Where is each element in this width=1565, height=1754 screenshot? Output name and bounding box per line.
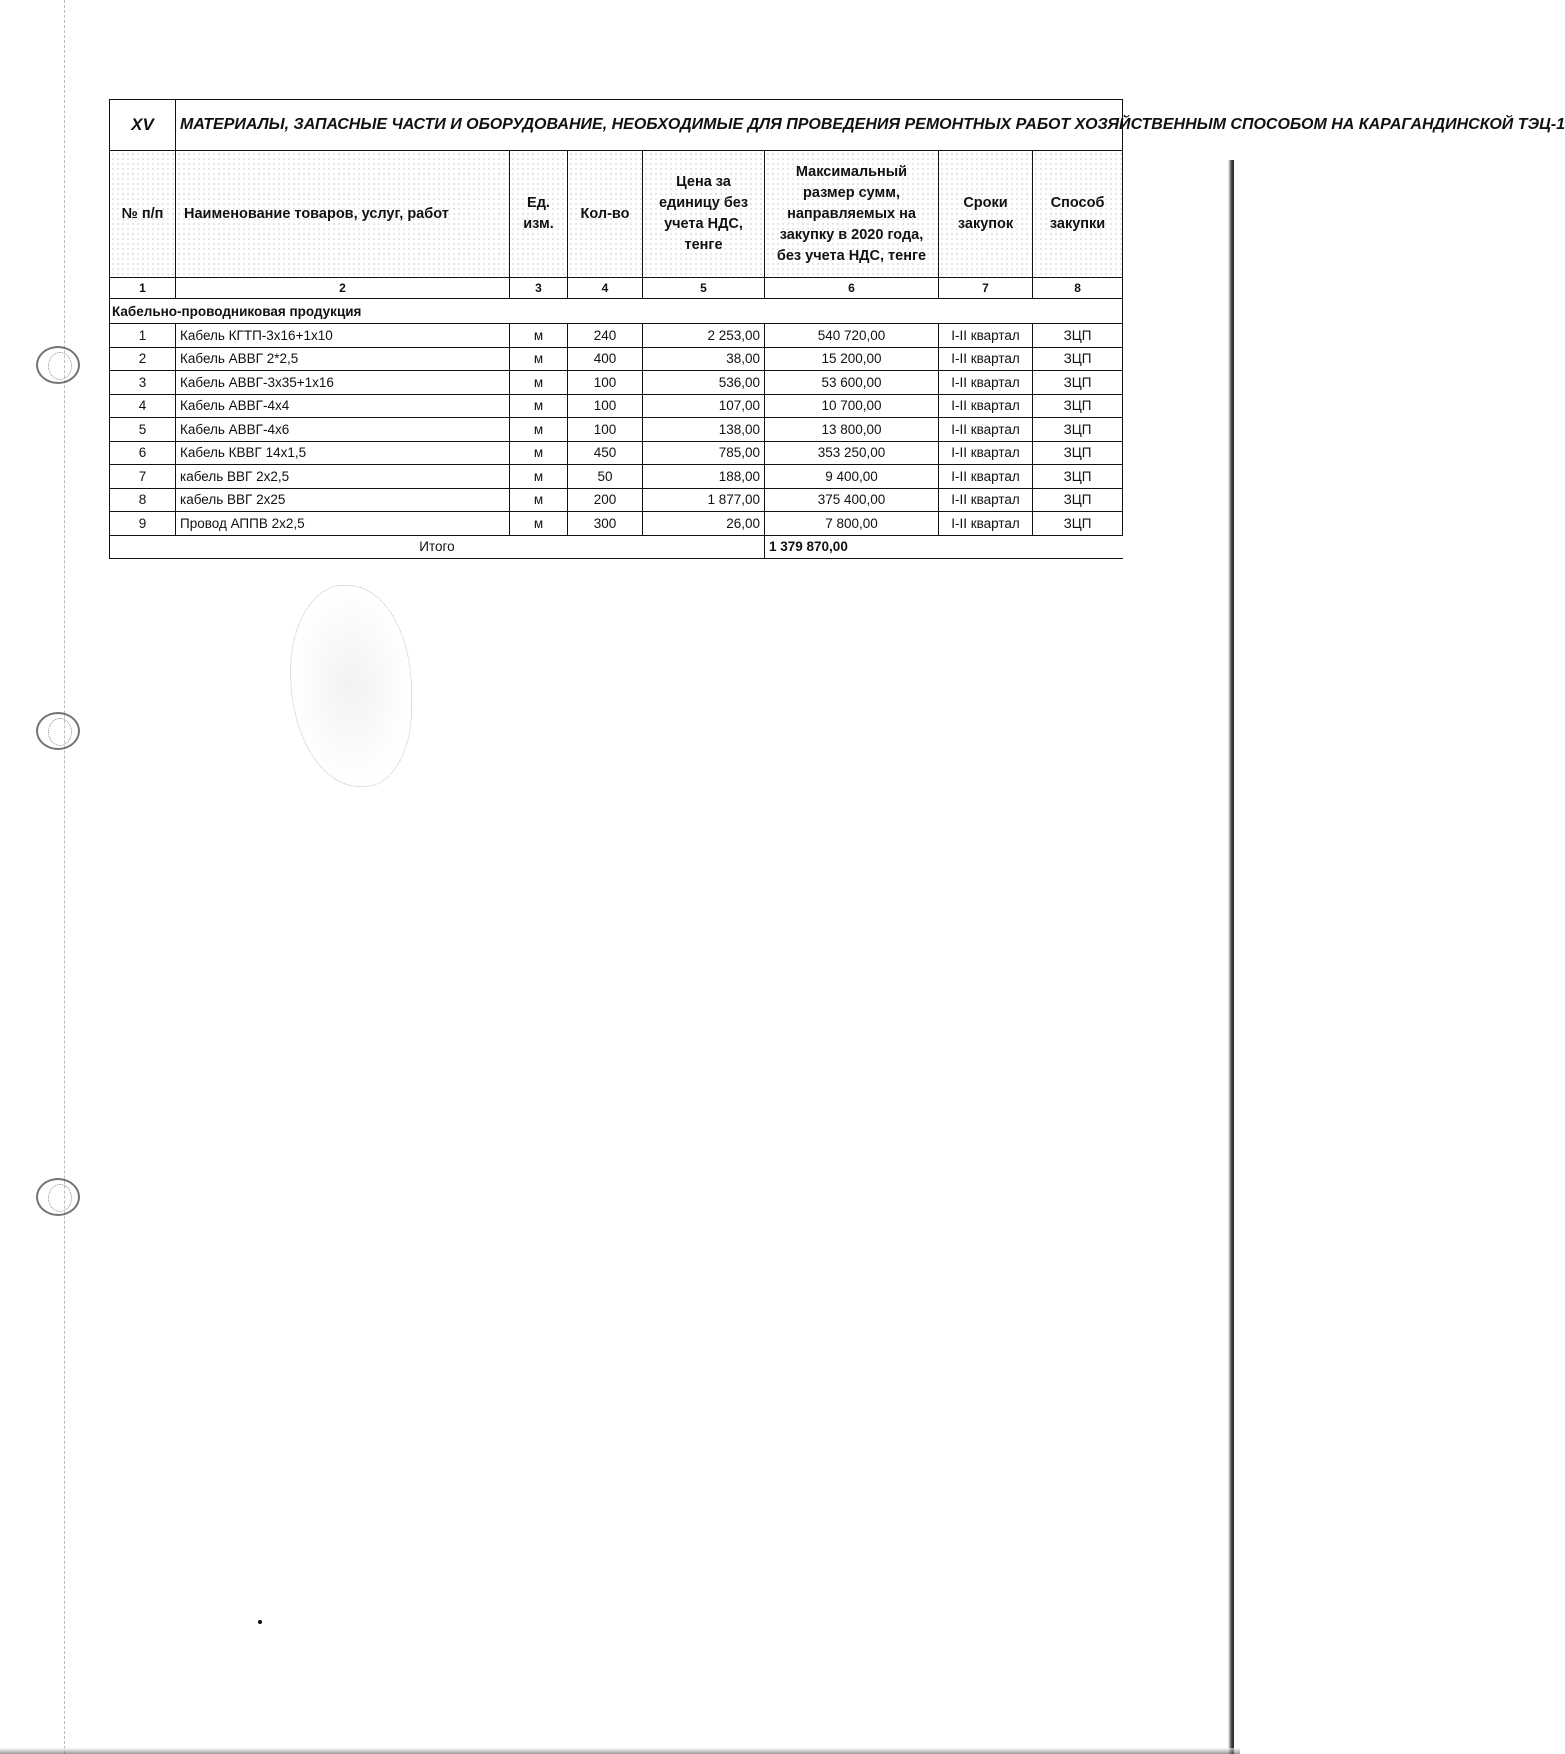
cell-name: Кабель КГТП-3х16+1х10 xyxy=(176,324,510,348)
cell-unit: м xyxy=(510,394,568,418)
cell-price: 785,00 xyxy=(643,441,765,465)
section-label: Кабельно-проводниковая продукция xyxy=(110,299,1123,324)
cell-qty: 50 xyxy=(568,465,643,489)
cell-qty: 240 xyxy=(568,324,643,348)
table-row xyxy=(110,418,1123,442)
header-qty: Кол-во xyxy=(568,151,643,278)
table-header-row xyxy=(110,151,1123,278)
cell-no: 3 xyxy=(110,371,176,395)
column-number: 1 xyxy=(110,278,176,299)
scan-stain xyxy=(290,585,412,787)
cell-name: Кабель КВВГ 14х1,5 xyxy=(176,441,510,465)
cell-term: I-II квартал xyxy=(939,488,1033,512)
cell-term: I-II квартал xyxy=(939,347,1033,371)
cell-sum: 353 250,00 xyxy=(765,441,939,465)
cell-method: ЗЦП xyxy=(1033,394,1123,418)
cell-qty: 100 xyxy=(568,418,643,442)
total-row xyxy=(110,535,1123,558)
cell-name: Кабель АВВГ-4х6 xyxy=(176,418,510,442)
column-number: 2 xyxy=(176,278,510,299)
header-sum: Максимальный размер сумм, направляемых на закупку в 2020 года, без учета НДС, тенге xyxy=(765,151,939,278)
cell-qty: 300 xyxy=(568,512,643,536)
section-number: XV xyxy=(110,100,176,151)
cell-name: Провод АППВ 2х2,5 xyxy=(176,512,510,536)
scan-speck xyxy=(258,1620,262,1624)
cell-price: 107,00 xyxy=(643,394,765,418)
cell-no: 9 xyxy=(110,512,176,536)
cell-qty: 450 xyxy=(568,441,643,465)
cell-unit: м xyxy=(510,347,568,371)
cell-sum: 7 800,00 xyxy=(765,512,939,536)
table-row xyxy=(110,347,1123,371)
cell-qty: 100 xyxy=(568,371,643,395)
cell-term: I-II квартал xyxy=(939,512,1033,536)
cell-method: ЗЦП xyxy=(1033,324,1123,348)
cell-name: кабель ВВГ 2х2,5 xyxy=(176,465,510,489)
cell-qty: 400 xyxy=(568,347,643,371)
cell-unit: м xyxy=(510,488,568,512)
cell-price: 26,00 xyxy=(643,512,765,536)
cell-unit: м xyxy=(510,465,568,489)
table-title: МАТЕРИАЛЫ, ЗАПАСНЫЕ ЧАСТИ И ОБОРУДОВАНИЕ, НЕОБХОДИМЫЕ ДЛЯ ПРОВЕДЕНИЯ РЕМОНТНЫХ РАБОТ ХОЗЯЙСТВЕННЫМ СПОСОБОМ НА КАРАГАНДИНСКОЙ ТЭЦ-1 xyxy=(176,100,1123,151)
cell-sum: 375 400,00 xyxy=(765,488,939,512)
cell-method: ЗЦП xyxy=(1033,441,1123,465)
cell-name: кабель ВВГ 2х25 xyxy=(176,488,510,512)
cell-price: 536,00 xyxy=(643,371,765,395)
cell-no: 7 xyxy=(110,465,176,489)
cell-sum: 15 200,00 xyxy=(765,347,939,371)
column-number: 4 xyxy=(568,278,643,299)
cell-method: ЗЦП xyxy=(1033,418,1123,442)
cell-sum: 540 720,00 xyxy=(765,324,939,348)
table-row xyxy=(110,324,1123,348)
punch-hole-icon xyxy=(36,346,80,384)
cell-qty: 200 xyxy=(568,488,643,512)
cell-sum: 9 400,00 xyxy=(765,465,939,489)
punch-hole-icon xyxy=(36,1178,80,1216)
header-price: Цена за единицу без учета НДС, тенге xyxy=(643,151,765,278)
cell-unit: м xyxy=(510,324,568,348)
cell-unit: м xyxy=(510,371,568,395)
column-number: 8 xyxy=(1033,278,1123,299)
cell-method: ЗЦП xyxy=(1033,371,1123,395)
cell-name: Кабель АВВГ-3х35+1х16 xyxy=(176,371,510,395)
cell-sum: 53 600,00 xyxy=(765,371,939,395)
cell-term: I-II квартал xyxy=(939,465,1033,489)
procurement-table xyxy=(109,99,1565,559)
total-empty xyxy=(939,535,1123,558)
cell-method: ЗЦП xyxy=(1033,512,1123,536)
cell-method: ЗЦП xyxy=(1033,488,1123,512)
total-value: 1 379 870,00 xyxy=(765,535,939,558)
cell-method: ЗЦП xyxy=(1033,465,1123,489)
cell-price: 38,00 xyxy=(643,347,765,371)
column-number: 3 xyxy=(510,278,568,299)
table-title-row xyxy=(110,100,1123,151)
cell-method: ЗЦП xyxy=(1033,347,1123,371)
cell-unit: м xyxy=(510,512,568,536)
cell-sum: 13 800,00 xyxy=(765,418,939,442)
cell-unit: м xyxy=(510,418,568,442)
cell-no: 1 xyxy=(110,324,176,348)
cell-price: 138,00 xyxy=(643,418,765,442)
header-unit: Ед. изм. xyxy=(510,151,568,278)
total-label: Итого xyxy=(110,535,765,558)
cell-price: 188,00 xyxy=(643,465,765,489)
table-row xyxy=(110,512,1123,536)
cell-no: 4 xyxy=(110,394,176,418)
punch-hole-icon xyxy=(36,712,80,750)
header-term: Сроки закупок xyxy=(939,151,1033,278)
cell-no: 6 xyxy=(110,441,176,465)
cell-term: I-II квартал xyxy=(939,394,1033,418)
scan-left-edge xyxy=(64,0,65,1754)
section-row xyxy=(110,299,1123,324)
header-method: Способ закупки xyxy=(1033,151,1123,278)
cell-term: I-II квартал xyxy=(939,418,1033,442)
column-number: 6 xyxy=(765,278,939,299)
table-row xyxy=(110,371,1123,395)
header-name: Наименование товаров, услуг, работ xyxy=(176,151,510,278)
table-row xyxy=(110,394,1123,418)
table-row xyxy=(110,441,1123,465)
cell-price: 1 877,00 xyxy=(643,488,765,512)
cell-term: I-II квартал xyxy=(939,324,1033,348)
cell-name: Кабель АВВГ-4х4 xyxy=(176,394,510,418)
column-number: 5 xyxy=(643,278,765,299)
cell-term: I-II квартал xyxy=(939,441,1033,465)
column-number: 7 xyxy=(939,278,1033,299)
cell-no: 8 xyxy=(110,488,176,512)
cell-no: 5 xyxy=(110,418,176,442)
table-row xyxy=(110,465,1123,489)
cell-price: 2 253,00 xyxy=(643,324,765,348)
scan-bottom-edge xyxy=(0,1748,1240,1754)
table-row xyxy=(110,488,1123,512)
cell-no: 2 xyxy=(110,347,176,371)
scan-right-edge xyxy=(1228,160,1234,1754)
column-numbers-row xyxy=(110,278,1123,299)
cell-name: Кабель АВВГ 2*2,5 xyxy=(176,347,510,371)
cell-sum: 10 700,00 xyxy=(765,394,939,418)
cell-unit: м xyxy=(510,441,568,465)
cell-qty: 100 xyxy=(568,394,643,418)
cell-term: I-II квартал xyxy=(939,371,1033,395)
header-no: № п/п xyxy=(110,151,176,278)
